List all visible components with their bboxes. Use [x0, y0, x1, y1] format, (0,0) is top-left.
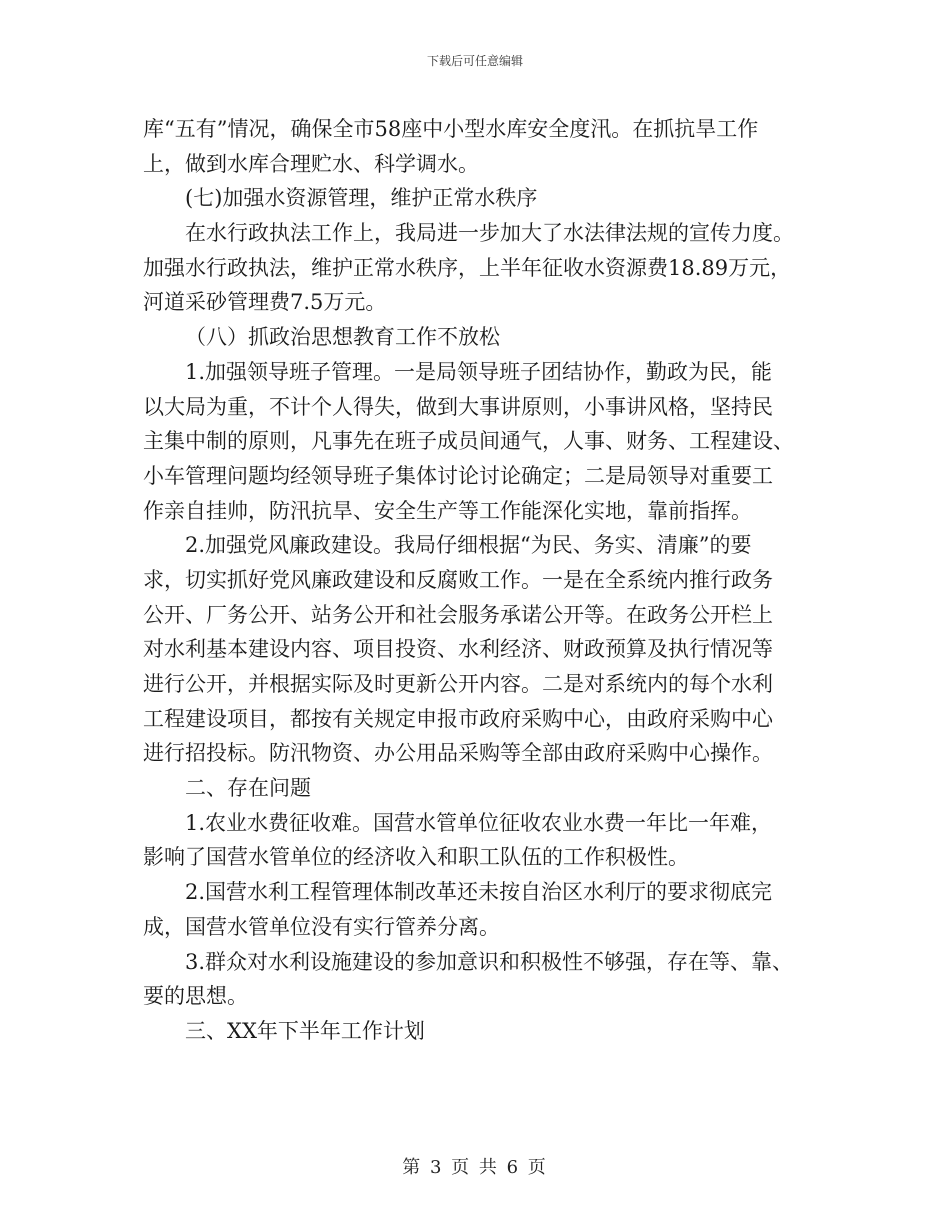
- text-line: 2.加强党风廉政建设。我局仔细根据“为民、务实、清廉”的要: [185, 533, 752, 558]
- text-line: 公开、厂务公开、站务公开和社会服务承诺公开等。在政务公开栏上: [143, 602, 773, 627]
- text-line: 1.农业水费征收难。国营水管单位征收农业水费一年比一年难，: [185, 810, 773, 835]
- text-line: 1.加强领导班子管理。一是局领导班子团结协作，勤政为民，能: [185, 359, 773, 384]
- text-line: 作亲自挂帅，防汛抗旱、安全生产等工作能深化实地，靠前指挥。: [143, 498, 752, 523]
- text-line: （八）抓政治思想教育工作不放松: [185, 325, 500, 350]
- text-line: 3.群众对水利设施建设的参加意识和积极性不够强，存在等、靠、: [185, 949, 794, 974]
- document-body: [143, 112, 811, 1049]
- page-number: 第 3 页 共 6 页: [402, 1157, 548, 1178]
- text-line: 上，做到水库合理贮水、科学调水。: [143, 151, 479, 176]
- text-line: 加强水行政执法，维护正常水秩序，上半年征收水资源费18.89万元，: [143, 255, 792, 280]
- text-line: 进行招投标。防汛物资、办公用品采购等全部由政府采购中心操作。: [143, 741, 773, 766]
- page-header-note: 下载后可任意编辑: [426, 54, 523, 68]
- text-line: 小车管理问题均经领导班子集体讨论讨论确定；二是局领导对重要工: [143, 463, 773, 488]
- text-line: 主集中制的原则，凡事先在班子成员间通气，人事、财务、工程建设、: [143, 429, 794, 454]
- text-line: 对水利基本建设内容、项目投资、水利经济、财政预算及执行情况等: [143, 637, 773, 662]
- text-line: 二、存在问题: [185, 776, 311, 801]
- text-line: 三、XX年下半年工作计划: [185, 1018, 425, 1043]
- text-line: 在水行政执法工作上，我局进一步加大了水法律法规的宣传力度。: [185, 221, 794, 246]
- text-line: 影响了国营水管单位的经济收入和职工队伍的工作积极性。: [143, 845, 689, 870]
- text-line: 以大局为重，不计个人得失，做到大事讲原则，小事讲风格，坚持民: [143, 394, 773, 419]
- text-line: 要的思想。: [143, 984, 248, 1009]
- text-line: 求，切实抓好党风廉政建设和反腐败工作。一是在全系统内推行政务: [143, 567, 773, 592]
- text-line: 工程建设项目，都按有关规定申报市政府采购中心，由政府采购中心: [143, 706, 773, 731]
- text-line: 进行公开，并根据实际及时更新公开内容。二是对系统内的每个水利: [143, 672, 773, 696]
- text-line: 河道采砂管理费7.5万元。: [143, 290, 387, 315]
- text-line: 库“五有”情况，确保全市58座中小型水库安全度汛。在抓抗旱工作: [143, 117, 759, 141]
- text-line: 2.国营水利工程管理体制改革还未按自治区水利厅的要求彻底完: [185, 880, 773, 905]
- text-line: 成，国营水管单位没有实行管养分离。: [143, 914, 500, 939]
- text-line: (七)加强水资源管理，维护正常水秩序: [185, 186, 538, 211]
